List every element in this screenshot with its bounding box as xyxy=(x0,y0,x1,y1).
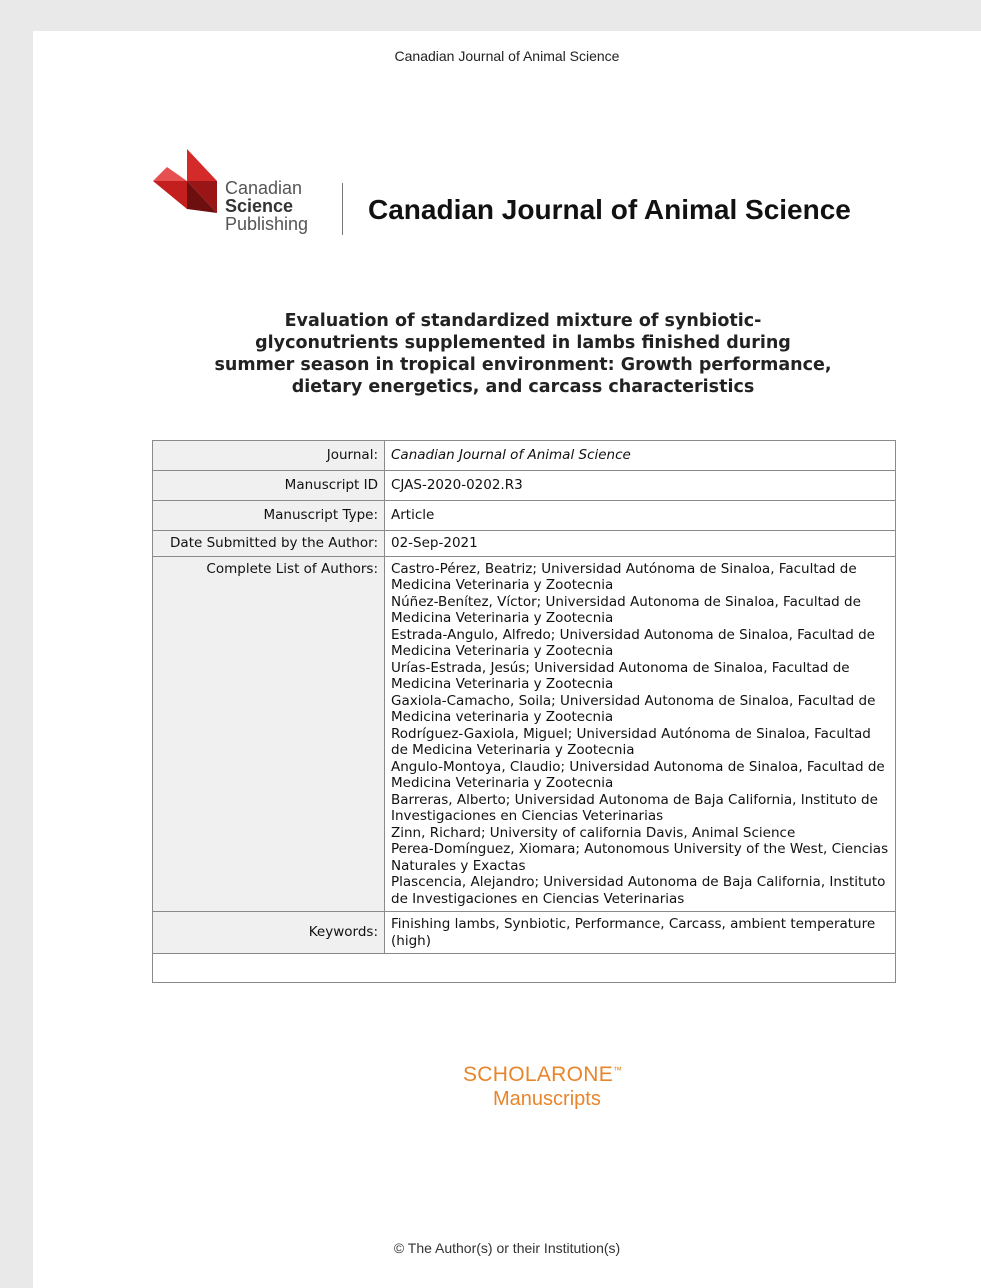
author-entry: Barreras, Alberto; Universidad Autonoma de Baja California, Instituto de Investigaciones en Ciencias Veterinarias xyxy=(391,791,878,824)
manuscript-id-value: CJAS-2020-0202.R3 xyxy=(385,471,896,501)
table-row-date-submitted xyxy=(153,531,896,557)
scholarone-brand-part-a: SCHOLAR xyxy=(463,1063,567,1086)
csp-maple-logo-icon xyxy=(153,149,223,219)
document-page xyxy=(33,31,981,1288)
table-row-manuscript-type xyxy=(153,501,896,531)
author-entry: Urías-Estrada, Jesús; Universidad Autonoma de Sinaloa, Facultad de Medicina Veterinaria y Zootecnia xyxy=(391,659,850,692)
author-entry: Núñez-Benítez, Víctor; Universidad Autonoma de Sinaloa, Facultad de Medicina Veterinaria y Zootecnia xyxy=(391,593,861,626)
publisher-name-line1: Canadian xyxy=(225,178,303,198)
publisher-logo xyxy=(153,149,323,241)
author-entry: Perea-Domínguez, Xiomara; Autonomous University of the West, Ciencias Naturales y Exactas xyxy=(391,841,889,874)
manuscript-metadata-table xyxy=(152,440,896,983)
scholarone-brand-part-b: ONE xyxy=(566,1063,614,1086)
logo-divider xyxy=(342,183,343,235)
journal-banner-title: Canadian Journal of Animal Science xyxy=(368,194,851,225)
keywords-value: Finishing lambs, Synbiotic, Performance, Carcass, ambient temperature (high) xyxy=(385,912,896,954)
keywords-label: Keywords: xyxy=(153,912,385,954)
author-entry: Rodríguez-Gaxiola, Miguel; Universidad Autónoma de Sinaloa, Facultad de Medicina Veterinaria y Zootecnia xyxy=(391,725,871,758)
table-row-empty xyxy=(153,954,896,983)
author-entry: Zinn, Richard; University of california Davis, Animal Science xyxy=(391,824,796,841)
scholarone-subtitle: Manuscripts xyxy=(493,1088,601,1110)
date-submitted-value: 02-Sep-2021 xyxy=(385,531,896,557)
author-entry: Gaxiola-Camacho, Soila; Universidad Autonoma de Sinaloa, Facultad de Medicina veterinaria y Zootecnia xyxy=(391,692,876,725)
journal-label: Journal: xyxy=(153,441,385,471)
empty-cell xyxy=(153,954,896,983)
manuscript-type-value: Article xyxy=(385,501,896,531)
publisher-logo-text xyxy=(225,179,308,233)
author-entry: Castro-Pérez, Beatriz; Universidad Autónoma de Sinaloa, Facultad de Medicina Veterinaria y Zootecnia xyxy=(391,560,857,593)
trademark-symbol: ™ xyxy=(613,1065,623,1075)
table-row-authors xyxy=(153,556,896,912)
journal-value: Canadian Journal of Animal Science xyxy=(385,441,896,471)
publisher-name-line2: Science xyxy=(225,196,294,216)
copyright-footer: © The Author(s) or their Institution(s) xyxy=(393,1240,621,1256)
table-row-keywords xyxy=(153,912,896,954)
authors-list xyxy=(385,556,896,912)
scholarone-brand xyxy=(463,1063,622,1087)
publisher-name-line3: Publishing xyxy=(225,214,309,234)
running-header: Canadian Journal of Animal Science xyxy=(394,48,620,64)
table-row-journal xyxy=(153,441,896,471)
author-entry: Angulo-Montoya, Claudio; Universidad Autonoma de Sinaloa, Facultad de Medicina Veterinaria y Zootecnia xyxy=(391,758,885,791)
manuscript-id-label: Manuscript ID xyxy=(153,471,385,501)
date-submitted-label: Date Submitted by the Author: xyxy=(153,531,385,557)
scholarone-logo xyxy=(463,1063,622,1111)
author-entry: Estrada-Angulo, Alfredo; Universidad Autonoma de Sinaloa, Facultad de Medicina Veterinaria y Zootecnia xyxy=(391,626,875,659)
manuscript-type-label: Manuscript Type: xyxy=(153,501,385,531)
article-title: Evaluation of standardized mixture of synbiotic-glyconutrients supplemented in lambs finished during summer season in tropical environment: Growth performance, dietary energetics, and carcass characteristics xyxy=(214,311,832,397)
table-row-manuscript-id xyxy=(153,471,896,501)
author-entry: Plascencia, Alejandro; Universidad Autonoma de Baja California, Instituto de Investigaciones en Ciencias Veterinarias xyxy=(391,874,886,907)
authors-label: Complete List of Authors: xyxy=(153,556,385,912)
